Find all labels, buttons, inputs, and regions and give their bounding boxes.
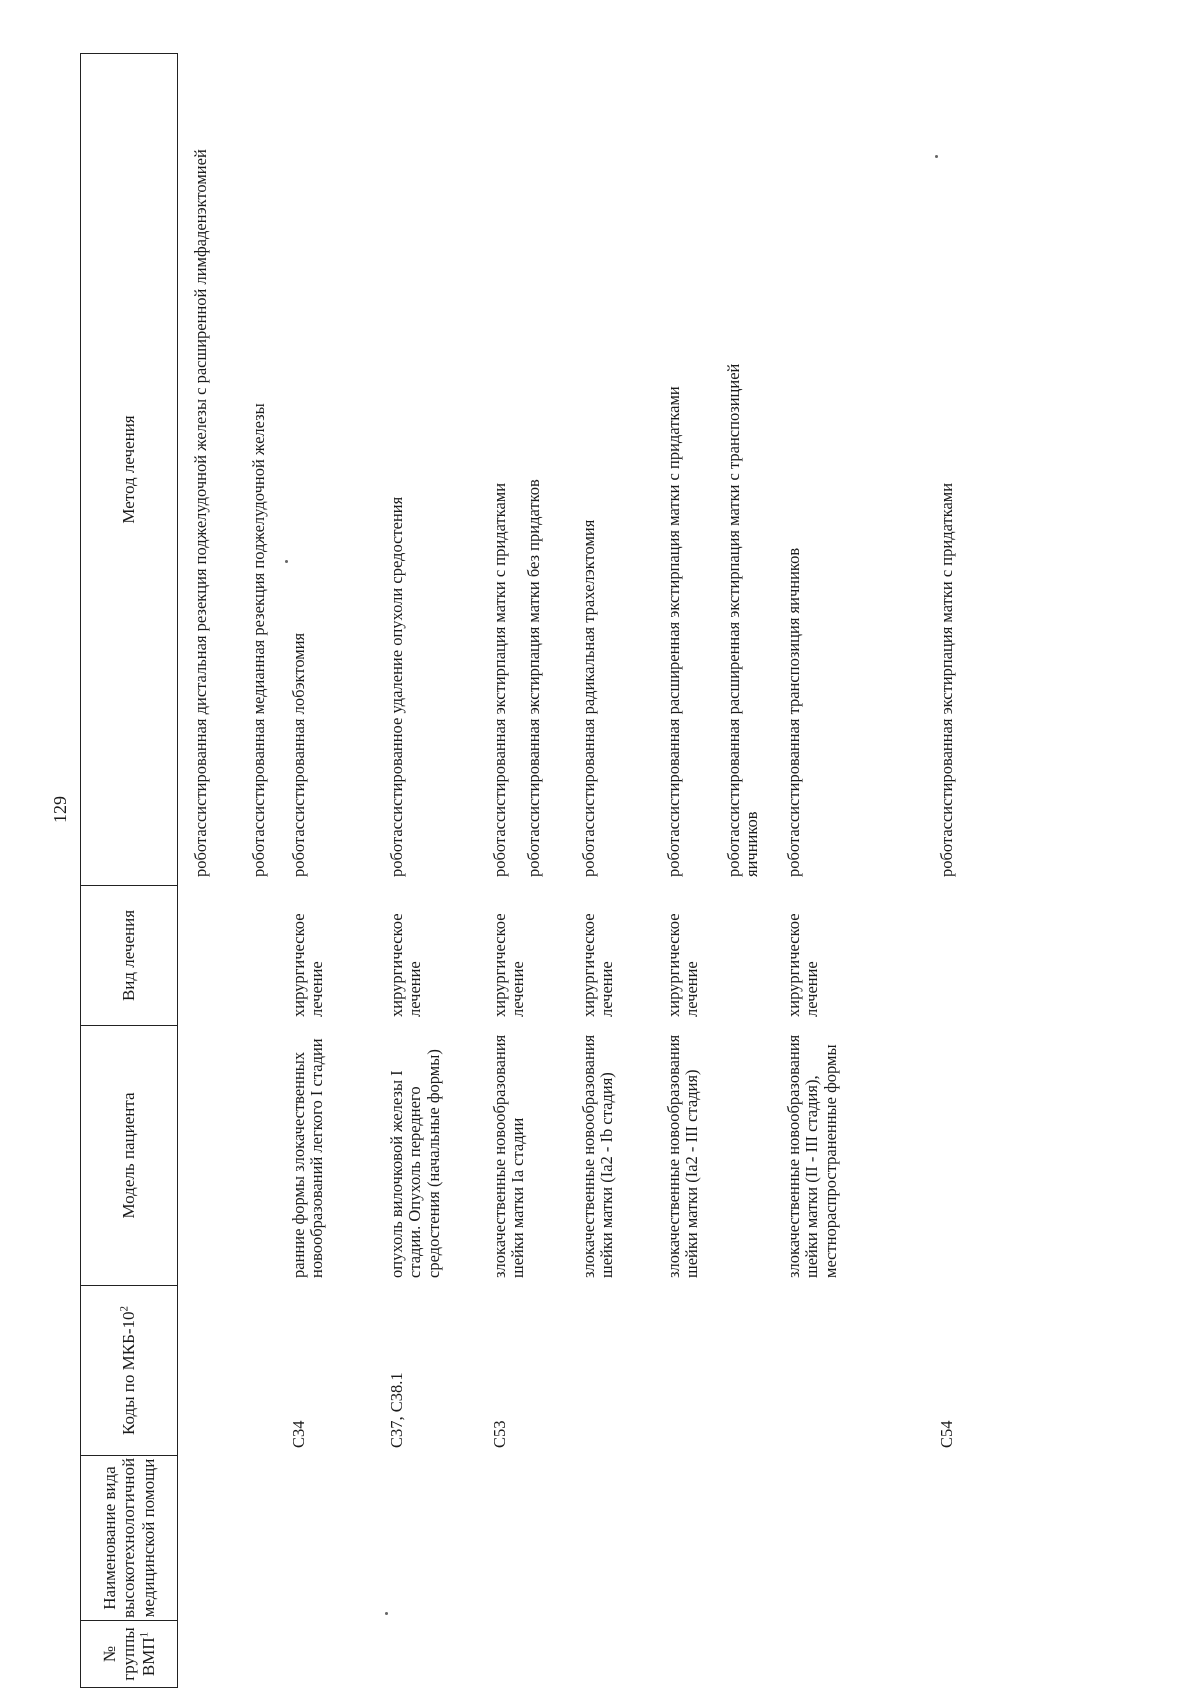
scan-speck — [935, 155, 938, 158]
type-surgical-3: хирургическое лечение — [490, 913, 528, 1017]
type-surgical-2: хирургическое лечение — [387, 913, 425, 1017]
model-thymus-tumor: опухоль вилочковой железы I стадии. Опухоль переднего средостения (начальные формы) — [387, 1049, 443, 1278]
model-lung-early: ранние формы злокачественных новообразований легкого I стадии — [289, 1038, 327, 1278]
footnote-1: 1 — [137, 1631, 150, 1638]
model-cervix-ii-iii: злокачественные новообразования шейки матки (II - III стадия), местнораспространенные формы — [784, 1034, 840, 1278]
method-radical-trachelectomy: роботассистированная радикальная трахелэктомия — [579, 519, 598, 877]
method-hysterectomy-without-adnexa: роботассистированная экстирпация матки без придатков — [524, 479, 543, 877]
method-hysterectomy-with-adnexa-c54: роботассистированная экстирпация матки с придатками — [937, 482, 956, 877]
header-vmp-name: Наименование вида высокотехнологичной медицинской помощи — [80, 1455, 178, 1620]
scan-speck — [385, 1612, 388, 1615]
method-mediastinum-tumor-removal: роботассистированное удаление опухоли средостения — [387, 496, 406, 877]
header-group-number — [80, 1620, 178, 1688]
method-ovary-transposition: роботассистированная транспозиция яичников — [784, 547, 803, 877]
model-cervix-ia2-iii: злокачественные новообразования шейки матки (Ia2 - III стадия) — [664, 1034, 702, 1278]
icd-c53: C53 — [490, 1420, 509, 1448]
type-surgical-4: хирургическое лечение — [579, 913, 617, 1017]
header-patient-model: Модель пациента — [80, 1025, 178, 1285]
method-lobectomy: роботассистированная лобэктомия — [289, 632, 308, 877]
page-number: 129 — [50, 796, 70, 823]
method-extended-hysterectomy-ovary-transposition: роботассистированная расширенная экстирпация матки с транспозицией яичников — [724, 363, 762, 877]
model-cervix-ia: злокачественные новообразования шейки матки Ia стадии — [490, 1034, 528, 1278]
header-treatment-method: Метод лечения — [80, 53, 178, 885]
icd-c37-c38: C37, C38.1 — [387, 1372, 406, 1448]
method-distal-pancreas-resection: роботассистированная дистальная резекция поджелудочной железы с расширенной лимфаденэктомией — [191, 149, 210, 877]
method-extended-hysterectomy-adnexa: роботассистированная расширенная экстирпация матки с придатками — [664, 386, 683, 877]
icd-c34: C34 — [289, 1420, 308, 1448]
footnote-2: 2 — [118, 1305, 131, 1312]
type-surgical-1: хирургическое лечение — [289, 913, 327, 1017]
header-icd-codes — [80, 1285, 178, 1455]
type-surgical-5: хирургическое лечение — [664, 913, 702, 1017]
header-treatment-type: Вид лечения — [80, 885, 178, 1025]
header-group-text: № группы ВМП — [100, 1627, 158, 1681]
scan-speck — [285, 560, 288, 563]
method-hysterectomy-with-adnexa: роботассистированная экстирпация матки с придатками — [490, 482, 509, 877]
method-median-pancreas-resection: роботассистированная медианная резекция поджелудочной железы — [249, 403, 268, 877]
model-cervix-ia2-ib: злокачественные новообразования шейки матки (Ia2 - Ib стадия) — [579, 1034, 617, 1278]
type-surgical-6: хирургическое лечение — [784, 913, 822, 1017]
header-icd-text: Коды по МКБ-10 — [119, 1311, 139, 1436]
icd-c54: C54 — [937, 1420, 956, 1448]
